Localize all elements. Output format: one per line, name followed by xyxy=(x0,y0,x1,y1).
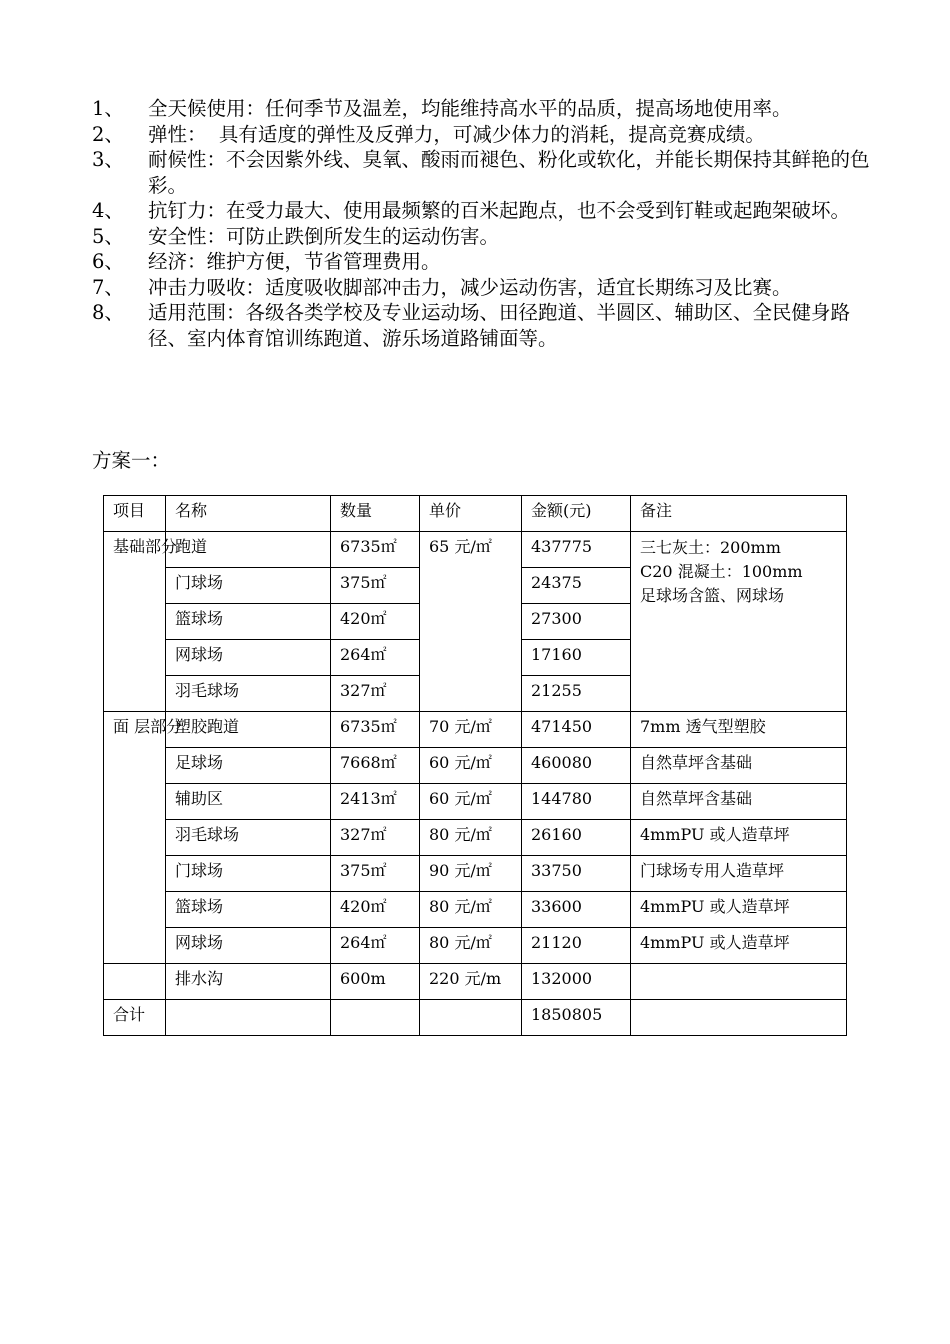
list-item xyxy=(92,198,872,224)
amount-cell: 26160 xyxy=(522,820,631,856)
price-cell: 220 元/m xyxy=(420,964,522,1000)
feature-list xyxy=(92,96,872,351)
plan-title: 方案一： xyxy=(92,449,171,472)
list-item xyxy=(92,147,872,198)
total-label: 合计 xyxy=(104,1000,166,1036)
table-header-row xyxy=(104,496,847,532)
note-cell: 4mmPU 或人造草坪 xyxy=(631,928,847,964)
table-row xyxy=(104,748,847,784)
qty-cell: 7668㎡ xyxy=(331,748,420,784)
note-cell xyxy=(631,964,847,1000)
qty-cell: 327㎡ xyxy=(331,820,420,856)
amount-cell: 17160 xyxy=(522,640,631,676)
name-cell: 羽毛球场 xyxy=(166,676,331,712)
header-cell: 金额(元) xyxy=(522,496,631,532)
list-item xyxy=(92,122,872,148)
name-cell: 篮球场 xyxy=(166,892,331,928)
amount-cell: 24375 xyxy=(522,568,631,604)
table-row xyxy=(104,784,847,820)
name-cell: 门球场 xyxy=(166,568,331,604)
table-row xyxy=(104,892,847,928)
list-number: 8、 xyxy=(92,301,124,324)
price-cell: 60 元/㎡ xyxy=(420,784,522,820)
price-cell: 80 元/㎡ xyxy=(420,892,522,928)
qty-cell: 420㎡ xyxy=(331,892,420,928)
note-cell xyxy=(631,1000,847,1036)
list-number: 5、 xyxy=(92,224,124,248)
list-item xyxy=(92,275,872,301)
group-cell-surface: 面 层部分 xyxy=(104,712,166,964)
list-text: 经济：维护方便，节省管理费用。 xyxy=(148,250,441,273)
name-cell: 足球场 xyxy=(166,748,331,784)
table-row xyxy=(104,928,847,964)
list-text: 抗钉力：在受力最大、使用最频繁的百米起跑点，也不会受到钉鞋或起跑架破坏。 xyxy=(148,199,851,222)
list-number: 1、 xyxy=(92,97,124,120)
list-text: 冲击力吸收：适度吸收脚部冲击力，减少运动伤害，适宜长期练习及比赛。 xyxy=(148,275,792,299)
price-cell: 70 元/㎡ xyxy=(420,712,522,748)
note-cell: 自然草坪含基础 xyxy=(631,748,847,784)
qty-cell: 264㎡ xyxy=(331,640,420,676)
table-row xyxy=(104,856,847,892)
group-cell-base: 基础部分 xyxy=(104,532,166,712)
list-number: 6、 xyxy=(92,250,124,273)
qty-cell: 600m xyxy=(331,964,420,1000)
name-cell xyxy=(166,1000,331,1036)
table-row xyxy=(104,964,847,1000)
price-cell: 80 元/㎡ xyxy=(420,820,522,856)
qty-cell xyxy=(331,1000,420,1036)
name-cell: 网球场 xyxy=(166,928,331,964)
header-cell: 名称 xyxy=(166,496,331,532)
table-row xyxy=(104,820,847,856)
cost-table xyxy=(103,495,847,1036)
amount-cell: 437775 xyxy=(522,532,631,568)
list-number: 4、 xyxy=(92,199,124,222)
price-cell xyxy=(420,1000,522,1036)
amount-cell: 132000 xyxy=(522,964,631,1000)
list-text: 安全性：可防止跌倒所发生的运动伤害。 xyxy=(148,224,500,248)
amount-cell: 21120 xyxy=(522,928,631,964)
name-cell: 羽毛球场 xyxy=(166,820,331,856)
note-line: 足球场含篮、网球场 xyxy=(640,586,785,605)
list-item xyxy=(92,96,872,122)
name-cell: 排水沟 xyxy=(166,964,331,1000)
price-cell: 65 元/㎡ xyxy=(420,532,522,712)
total-row xyxy=(104,1000,847,1036)
name-cell: 塑胶跑道 xyxy=(166,712,331,748)
amount-cell: 471450 xyxy=(522,712,631,748)
qty-cell: 6735㎡ xyxy=(331,532,420,568)
note-cell: 自然草坪含基础 xyxy=(631,784,847,820)
name-cell: 篮球场 xyxy=(166,604,331,640)
note-cell xyxy=(631,532,847,712)
list-text: 全天候使用：任何季节及温差，均能维持高水平的品质，提高场地使用率。 xyxy=(148,97,792,120)
qty-cell: 327㎡ xyxy=(331,676,420,712)
note-cell: 4mmPU 或人造草坪 xyxy=(631,892,847,928)
list-text: 弹性： 具有适度的弹性及反弹力，可减少体力的消耗，提高竞赛成绩。 xyxy=(148,122,765,146)
qty-cell: 6735㎡ xyxy=(331,712,420,748)
note-cell: 4mmPU 或人造草坪 xyxy=(631,820,847,856)
list-number: 7、 xyxy=(92,275,124,299)
name-cell: 网球场 xyxy=(166,640,331,676)
name-cell: 门球场 xyxy=(166,856,331,892)
price-cell: 90 元/㎡ xyxy=(420,856,522,892)
list-item xyxy=(92,249,872,275)
group-cell-empty xyxy=(104,964,166,1000)
name-cell: 辅助区 xyxy=(166,784,331,820)
amount-cell: 460080 xyxy=(522,748,631,784)
qty-cell: 264㎡ xyxy=(331,928,420,964)
note-cell: 7mm 透气型塑胶 xyxy=(631,712,847,748)
list-number: 3、 xyxy=(92,148,124,171)
header-cell: 数量 xyxy=(331,496,420,532)
qty-cell: 375㎡ xyxy=(331,856,420,892)
list-text: 耐候性：不会因紫外线、臭氧、酸雨而褪色、粉化或软化，并能长期保持其鲜艳的色彩。 xyxy=(148,148,870,197)
note-line: 三七灰土：200mm xyxy=(640,538,781,557)
qty-cell: 420㎡ xyxy=(331,604,420,640)
qty-cell: 375㎡ xyxy=(331,568,420,604)
list-item xyxy=(92,300,872,351)
name-cell: 跑道 xyxy=(166,532,331,568)
amount-cell: 144780 xyxy=(522,784,631,820)
list-number: 2、 xyxy=(92,122,124,146)
table-row xyxy=(104,532,847,568)
total-amount: 1850805 xyxy=(522,1000,631,1036)
price-cell: 60 元/㎡ xyxy=(420,748,522,784)
amount-cell: 21255 xyxy=(522,676,631,712)
table-row xyxy=(104,712,847,748)
note-cell: 门球场专用人造草坪 xyxy=(631,856,847,892)
amount-cell: 33600 xyxy=(522,892,631,928)
header-cell: 备注 xyxy=(631,496,847,532)
header-cell: 项目 xyxy=(104,496,166,532)
price-cell: 80 元/㎡ xyxy=(420,928,522,964)
amount-cell: 33750 xyxy=(522,856,631,892)
list-item xyxy=(92,224,872,250)
qty-cell: 2413㎡ xyxy=(331,784,420,820)
list-text: 适用范围：各级各类学校及专业运动场、田径跑道、半圆区、辅助区、全民健身路径、室内体育馆训练跑道、游乐场道路铺面等。 xyxy=(148,301,851,350)
amount-cell: 27300 xyxy=(522,604,631,640)
note-line: C20 混凝土：100mm xyxy=(640,562,803,581)
header-cell: 单价 xyxy=(420,496,522,532)
